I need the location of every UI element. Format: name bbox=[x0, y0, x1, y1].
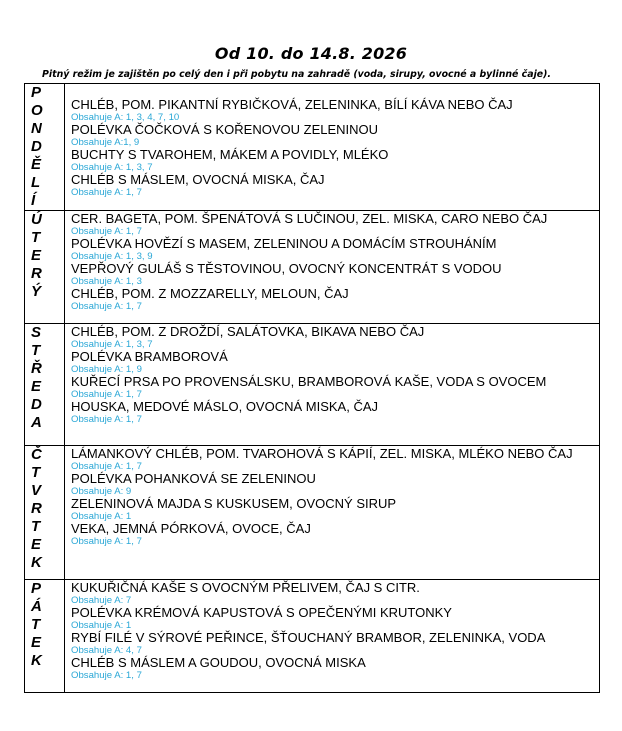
day-letter: E bbox=[31, 634, 42, 651]
day-letter: R bbox=[31, 265, 42, 282]
meals-cell bbox=[65, 324, 600, 446]
day-letter: Ě bbox=[31, 156, 42, 173]
day-name-cell bbox=[25, 211, 65, 324]
day-letter: O bbox=[31, 102, 43, 119]
allergen-info: Obsahuje A: 1, 7 bbox=[71, 461, 142, 472]
meals-cell bbox=[65, 446, 600, 580]
meal-item: CHLÉB, POM. PIKANTNÍ RYBIČKOVÁ, ZELENINKA, BÍLÍ KÁVA NEBO ČAJ bbox=[71, 97, 513, 112]
menu-row-day bbox=[25, 324, 600, 446]
meal-item: LÁMANKOVÝ CHLÉB, POM. TVAROHOVÁ S KÁPIÍ, ZEL. MISKA, MLÉKO NEBO ČAJ bbox=[71, 446, 573, 461]
allergen-info: Obsahuje A: 1, 7 bbox=[71, 389, 142, 400]
day-letter: P bbox=[31, 580, 42, 597]
day-letter: L bbox=[31, 174, 41, 191]
day-letter: K bbox=[31, 652, 42, 669]
menu-row-day bbox=[25, 211, 600, 324]
allergen-info: Obsahuje A: 1, 7 bbox=[71, 301, 142, 312]
menu-row-day bbox=[25, 580, 600, 693]
allergen-info: Obsahuje A: 1, 7 bbox=[71, 226, 142, 237]
day-letter: T bbox=[31, 616, 41, 633]
day-letter: E bbox=[31, 247, 42, 264]
day-name-vertical bbox=[25, 580, 64, 670]
allergen-info: Obsahuje A: 1, 7 bbox=[71, 536, 142, 547]
day-letter: R bbox=[31, 500, 42, 517]
day-letter: E bbox=[31, 536, 42, 553]
day-letter: T bbox=[31, 518, 41, 535]
day-name-cell bbox=[25, 580, 65, 693]
day-letter: Í bbox=[31, 192, 36, 209]
weekly-menu-table bbox=[24, 83, 600, 693]
meal-item: POLÉVKA POHANKOVÁ SE ZELENINOU bbox=[71, 471, 316, 486]
meal-item: HOUSKA, MEDOVÉ MÁSLO, OVOCNÁ MISKA, ČAJ bbox=[71, 399, 379, 414]
menu-row-day bbox=[25, 84, 600, 211]
allergen-info: Obsahuje A: 1, 7 bbox=[71, 414, 142, 425]
meals-cell bbox=[65, 84, 600, 211]
meal-item: CER. BAGETA, POM. ŠPENÁTOVÁ S LUČINOU, ZEL. MISKA, CARO NEBO ČAJ bbox=[71, 211, 548, 226]
meal-item: BUCHTY S TVAROHEM, MÁKEM A POVIDLY, MLÉKO bbox=[71, 147, 389, 162]
page-title: Od 10. do 14.8. 2026 bbox=[214, 44, 408, 63]
day-name-vertical bbox=[25, 324, 64, 432]
day-name-vertical bbox=[25, 211, 64, 301]
meals-cell bbox=[65, 211, 600, 324]
allergen-info: Obsahuje A: 1 bbox=[71, 511, 132, 522]
day-name-cell bbox=[25, 324, 65, 446]
day-letter: T bbox=[31, 464, 41, 481]
meal-item: POLÉVKA ČOČKOVÁ S KOŘENOVOU ZELENINOU bbox=[71, 122, 379, 137]
day-letter: Ř bbox=[31, 360, 42, 377]
day-letter: T bbox=[31, 342, 41, 359]
day-letter: T bbox=[31, 229, 41, 246]
allergen-info: Obsahuje A: 1, 7 bbox=[71, 670, 142, 681]
menu-row-day bbox=[25, 446, 600, 580]
day-letter: Ý bbox=[31, 283, 42, 300]
allergen-info: Obsahuje A: 1, 3, 4, 7, 10 bbox=[71, 112, 180, 123]
meal-item: VEPŘOVÝ GULÁŠ S TĚSTOVINOU, OVOCNÝ KONCENTRÁT S VODOU bbox=[71, 261, 502, 276]
allergen-info: Obsahuje A: 9 bbox=[71, 486, 132, 497]
meal-item: RYBÍ FILÉ V SÝROVÉ PEŘINCE, ŠŤOUCHANÝ BRAMBOR, ZELENINKA, VODA bbox=[71, 630, 546, 645]
meal-item: CHLÉB S MÁSLEM A GOUDOU, OVOCNÁ MISKA bbox=[71, 655, 366, 670]
meal-item: KUŘECÍ PRSA PO PROVENSÁLSKU, BRAMBOROVÁ KAŠE, VODA S OVOCEM bbox=[71, 374, 547, 389]
day-letter: E bbox=[31, 378, 42, 395]
day-letter: V bbox=[31, 482, 42, 499]
day-letter: P bbox=[31, 84, 42, 101]
allergen-info: Obsahuje A: 1 bbox=[71, 620, 132, 631]
day-letter: N bbox=[31, 120, 42, 137]
day-name-vertical bbox=[25, 84, 64, 210]
day-letter: Č bbox=[31, 446, 42, 463]
day-letter: D bbox=[31, 138, 42, 155]
day-letter: A bbox=[31, 414, 42, 431]
allergen-info: Obsahuje A: 1, 3 bbox=[71, 276, 142, 287]
meals-cell bbox=[65, 580, 600, 693]
allergen-info: Obsahuje A: 1, 9 bbox=[71, 364, 142, 375]
allergen-info: Obsahuje A: 7 bbox=[71, 595, 132, 606]
meal-item: POLÉVKA BRAMBOROVÁ bbox=[71, 349, 228, 364]
allergen-info: Obsahuje A: 1, 3, 7 bbox=[71, 162, 153, 173]
meal-item: ZELENINOVÁ MAJDA S KUSKUSEM, OVOCNÝ SIRUP bbox=[71, 496, 397, 511]
allergen-info: Obsahuje A: 4, 7 bbox=[71, 645, 142, 656]
allergen-info: Obsahuje A: 1, 3, 9 bbox=[71, 251, 153, 262]
meal-item: CHLÉB, POM. Z MOZZARELLY, MELOUN, ČAJ bbox=[71, 286, 349, 301]
day-name-cell bbox=[25, 84, 65, 211]
day-letter: Ú bbox=[31, 211, 42, 228]
allergen-info: Obsahuje A:1, 9 bbox=[71, 137, 140, 148]
allergen-info: Obsahuje A: 1, 7 bbox=[71, 187, 142, 198]
meal-item: CHLÉB, POM. Z DROŽDÍ, SALÁTOVKA, BIKAVA NEBO ČAJ bbox=[71, 324, 425, 339]
meal-item: VEKA, JEMNÁ PÓRKOVÁ, OVOCE, ČAJ bbox=[71, 521, 311, 536]
drinking-regime-note: Pitný režim je zajištěn po celý den i při pobytu na zahradě (voda, sirupy, ovocné a bylinné čaje). bbox=[42, 69, 551, 80]
day-letter: Á bbox=[31, 598, 42, 615]
meal-item: POLÉVKA KRÉMOVÁ KAPUSTOVÁ S OPEČENÝMI KRUTONKY bbox=[71, 605, 452, 620]
meal-item: CHLÉB S MÁSLEM, OVOCNÁ MISKA, ČAJ bbox=[71, 172, 325, 187]
day-name-vertical bbox=[25, 446, 64, 572]
day-letter: S bbox=[31, 324, 42, 341]
meal-item: KUKUŘIČNÁ KAŠE S OVOCNÝM PŘELIVEM, ČAJ S CITR. bbox=[71, 580, 420, 595]
day-letter: K bbox=[31, 554, 42, 571]
day-name-cell bbox=[25, 446, 65, 580]
allergen-info: Obsahuje A: 1, 3, 7 bbox=[71, 339, 153, 350]
day-letter: D bbox=[31, 396, 42, 413]
meal-item: POLÉVKA HOVĚZÍ S MASEM, ZELENINOU A DOMÁCÍM STROUHÁNÍM bbox=[71, 236, 497, 251]
